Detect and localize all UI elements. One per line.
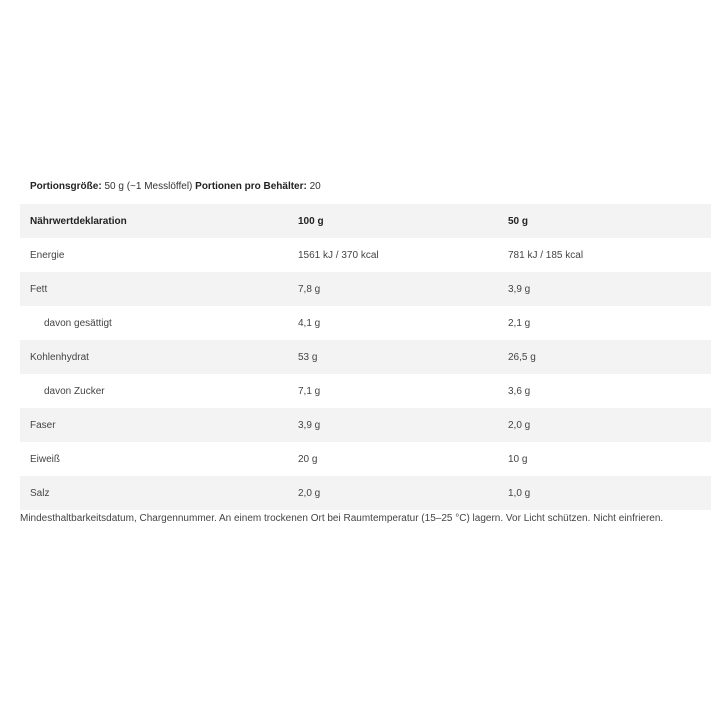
servings-per-container-label: Portionen pro Behälter: bbox=[195, 181, 307, 192]
serving-size-label: Portionsgröße: bbox=[30, 181, 102, 192]
header-nutrient: Nährwertdeklaration bbox=[30, 215, 127, 227]
table-row bbox=[20, 442, 711, 476]
value-per-100g: 3,9 g bbox=[298, 419, 321, 431]
nutrient-name: Salz bbox=[30, 487, 50, 499]
nutrient-name: Energie bbox=[30, 249, 65, 261]
table-header-row bbox=[20, 204, 711, 238]
table-row bbox=[20, 306, 711, 340]
serving-info bbox=[30, 180, 711, 194]
nutrient-name: Faser bbox=[30, 419, 56, 431]
value-per-100g: 53 g bbox=[298, 351, 318, 363]
serving-size-value: 50 g (~1 Messlöffel) bbox=[104, 181, 193, 192]
value-per-50g: 1,0 g bbox=[508, 487, 531, 499]
nutrient-name: Kohlenhydrat bbox=[30, 351, 89, 363]
table-row bbox=[20, 272, 711, 306]
nutrient-name: davon gesättigt bbox=[44, 317, 112, 329]
table-row bbox=[20, 340, 711, 374]
nutrient-name: Fett bbox=[30, 283, 48, 295]
servings-per-container-value: 20 bbox=[309, 181, 321, 192]
value-per-50g: 2,0 g bbox=[508, 419, 531, 431]
header-per-50g: 50 g bbox=[508, 215, 529, 227]
value-per-100g: 20 g bbox=[298, 453, 318, 465]
value-per-100g: 7,8 g bbox=[298, 283, 321, 295]
table-row bbox=[20, 238, 711, 272]
value-per-50g: 781 kJ / 185 kcal bbox=[508, 249, 584, 261]
value-per-100g: 1561 kJ / 370 kcal bbox=[298, 249, 379, 261]
table-row bbox=[20, 408, 711, 442]
nutrition-facts bbox=[20, 180, 711, 526]
table-row bbox=[20, 374, 711, 408]
value-per-50g: 3,9 g bbox=[508, 283, 531, 295]
value-per-50g: 26,5 g bbox=[508, 351, 536, 363]
value-per-100g: 2,0 g bbox=[298, 487, 321, 499]
value-per-50g: 3,6 g bbox=[508, 385, 531, 397]
value-per-100g: 7,1 g bbox=[298, 385, 321, 397]
value-per-50g: 10 g bbox=[508, 453, 528, 465]
value-per-100g: 4,1 g bbox=[298, 317, 321, 329]
header-per-100g: 100 g bbox=[298, 215, 324, 227]
value-per-50g: 2,1 g bbox=[508, 317, 531, 329]
table-row bbox=[20, 476, 711, 510]
nutrition-table bbox=[20, 204, 711, 510]
nutrient-name: Eiweiß bbox=[30, 453, 61, 465]
nutrient-name: davon Zucker bbox=[44, 385, 105, 397]
storage-note: Mindesthaltbarkeitsdatum, Chargennummer. An einem trockenen Ort bei Raumtemperatur (15–25 °C) lagern. Vor Licht schützen. Nicht einfrieren. bbox=[20, 513, 664, 524]
